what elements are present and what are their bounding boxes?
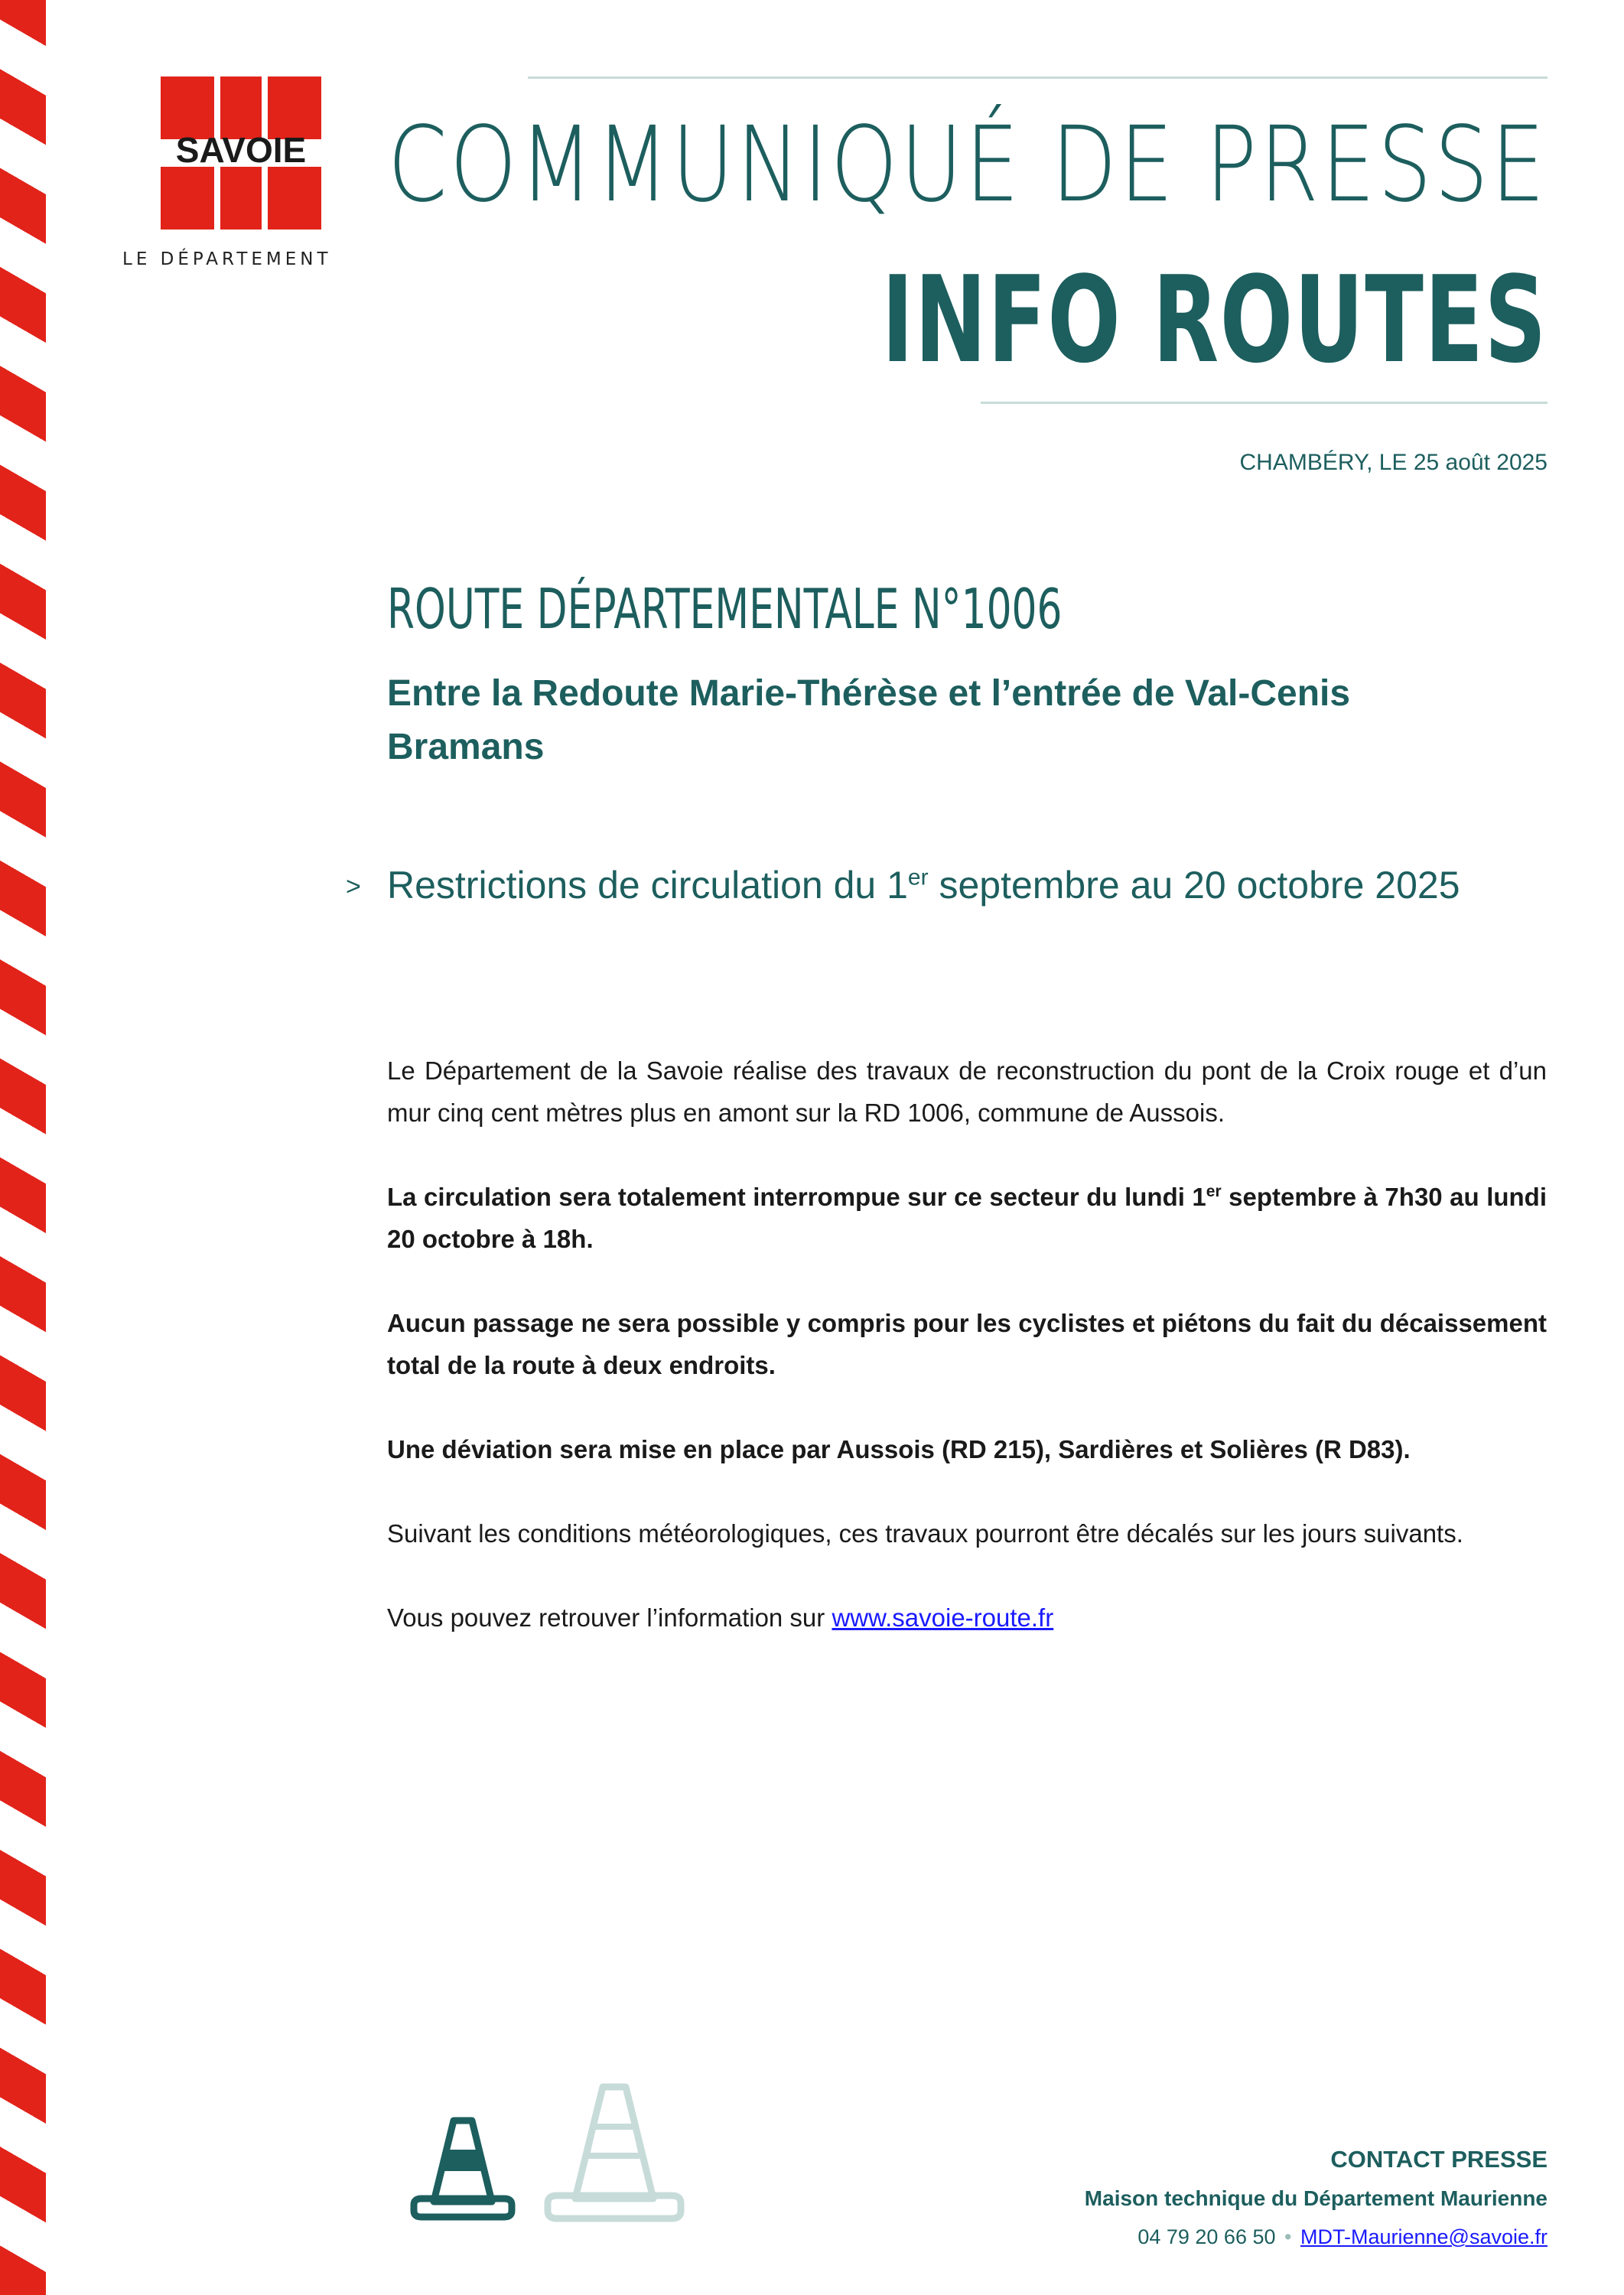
traffic-cone-outline-icon [542, 2079, 687, 2229]
restriction-heading [387, 863, 1460, 907]
restriction-sup: er [907, 864, 929, 890]
contact-separator: • [1284, 2225, 1292, 2248]
body-paragraph-5: Suivant les conditions météorologiques, ces travaux pourront être décalés sur les jours suivants. [387, 1519, 1463, 1548]
traffic-cone-icon [409, 2111, 516, 2226]
route-subtitle: Entre la Redoute Marie-Thérèse et l’entrée de Val-Cenis Bramans [387, 673, 1351, 767]
page-title-line1: COMMUNIQUÉ DE PRESSE [388, 105, 1548, 226]
header-bottom-rule [981, 402, 1548, 404]
chevron-right-icon: > [346, 872, 361, 901]
logo-text: SAVOIE [175, 130, 307, 170]
press-contact [1085, 2140, 1548, 2255]
route-title: ROUTE DÉPARTEMENTALE N°1006 [387, 577, 1063, 641]
p2-sup: er [1206, 1183, 1222, 1200]
contact-email-link[interactable]: MDT-Maurienne@savoie.fr [1300, 2225, 1548, 2248]
page-title-line2: INFO ROUTES [881, 250, 1548, 389]
dateline: CHAMBÉRY, LE 25 août 2025 [1239, 450, 1548, 475]
p6-text: Vous pouvez retrouver l’information sur [387, 1603, 832, 1632]
body-paragraph-4: Une déviation sera mise en place par Aussois (RD 215), Sardières et Solières (R D83). [387, 1435, 1411, 1463]
p2-start: La circulation sera totalement interrompue sur ce secteur du lundi 1 [387, 1183, 1206, 1211]
restriction-text-start: Restrictions de circulation du 1 [387, 864, 908, 907]
contact-org: Maison technique du Département Maurienne [1084, 2186, 1548, 2210]
press-body [387, 1050, 1547, 1681]
savoie-route-link[interactable]: www.savoie-route.fr [832, 1603, 1054, 1632]
contact-phone: 04 79 20 66 50 [1137, 2225, 1276, 2248]
body-paragraph-2 [387, 1176, 1547, 1260]
red-white-stripe-border [0, 0, 46, 2295]
body-paragraph-3: Aucun passage ne sera possible y compris pour les cyclistes et piétons du fait du décaissement total de la route à deux endroits. [387, 1309, 1547, 1379]
restriction-text-end: septembre au 20 octobre 2025 [928, 864, 1460, 907]
body-paragraph-1: Le Département de la Savoie réalise des travaux de reconstruction du pont de la Croix rouge et d’un mur cinq cent mètres plus en amont sur la RD 1006, commune de Aussois. [387, 1056, 1547, 1127]
p2-end: septembre à 7h30 au lundi 20 octobre à 18h. [387, 1183, 1547, 1253]
header-top-rule [528, 76, 1548, 79]
contact-line [1085, 2218, 1548, 2255]
contact-title: CONTACT PRESSE [1330, 2146, 1548, 2173]
body-paragraph-6 [387, 1597, 1547, 1639]
logo-label: LE DÉPARTEMENT [122, 249, 332, 269]
savoie-logo [122, 76, 367, 275]
savoie-cross-logo-icon [161, 76, 321, 230]
